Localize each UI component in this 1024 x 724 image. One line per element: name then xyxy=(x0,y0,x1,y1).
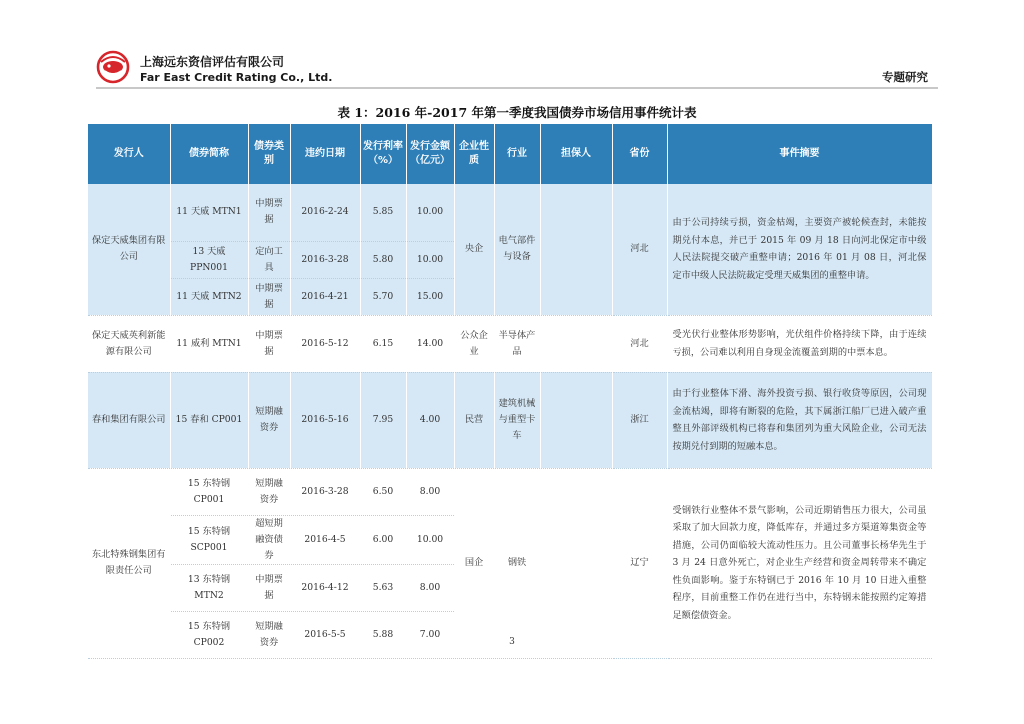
column-header: 债券简称 xyxy=(170,124,248,184)
column-header: 债券类别 xyxy=(248,124,290,184)
column-header: 担保人 xyxy=(540,124,612,184)
bond-type-cell: 中期票据 xyxy=(248,564,290,611)
enterprise-nature-cell: 央企 xyxy=(454,184,494,315)
issuer-cell: 保定天威英利新能源有限公司 xyxy=(88,315,170,372)
enterprise-nature-cell: 民营 xyxy=(454,372,494,468)
issue-amount-cell: 14.00 xyxy=(406,315,454,372)
bond-name-cell: 11 天威 MTN2 xyxy=(170,278,248,315)
event-summary-cell: 受光伏行业整体形势影响，光伏组件价格持续下降，由于连续亏损，公司难以利用自身现金流覆盖到期的中票本息。 xyxy=(667,315,932,372)
header-divider xyxy=(96,87,938,89)
company-name-cn: 上海远东资信评估有限公司 xyxy=(140,55,285,69)
column-header: 违约日期 xyxy=(290,124,360,184)
report-type-label: 专题研究 xyxy=(882,70,928,84)
bond-name-cell: 15 东特钢 SCP001 xyxy=(170,515,248,564)
bond-name-cell: 15 春和 CP001 xyxy=(170,372,248,468)
default-date-cell: 2016-5-16 xyxy=(290,372,360,468)
issuer-cell: 春和集团有限公司 xyxy=(88,372,170,468)
bond-type-cell: 短期融资券 xyxy=(248,372,290,468)
issue-amount-cell: 8.00 xyxy=(406,468,454,515)
issue-rate-cell: 6.50 xyxy=(360,468,406,515)
default-date-cell: 2016-2-24 xyxy=(290,184,360,241)
bond-type-cell: 短期融资券 xyxy=(248,468,290,515)
province-cell: 河北 xyxy=(612,315,667,372)
table-title: 表 1：2016 年-2017 年第一季度我国债券市场信用事件统计表 xyxy=(337,105,697,120)
bond-name-cell: 13 天威 PPN001 xyxy=(170,241,248,278)
column-header: 行业 xyxy=(494,124,540,184)
default-date-cell: 2016-3-28 xyxy=(290,241,360,278)
province-cell: 辽宁 xyxy=(612,468,667,658)
event-summary-cell: 由于公司持续亏损，资金枯竭，主要资产被轮候查封，未能按期兑付本息，并已于 2015 年 09 月 18 日向河北保定市中级人民法院提交破产重整申请；2016 年 01 月 08 日，河北保定市中级人民法院裁定受理天威集团的重整申请。 xyxy=(667,184,932,315)
bond-name-cell: 11 威利 MTN1 xyxy=(170,315,248,372)
table-row xyxy=(88,315,932,372)
issue-rate-cell: 5.85 xyxy=(360,184,406,241)
column-header: 事件摘要 xyxy=(667,124,932,184)
industry-cell: 钢铁 xyxy=(494,468,540,658)
issue-amount-cell: 8.00 xyxy=(406,564,454,611)
issue-rate-cell: 5.80 xyxy=(360,241,406,278)
issue-amount-cell: 10.00 xyxy=(406,241,454,278)
issuer-cell: 保定天威集团有限公司 xyxy=(88,184,170,315)
province-cell: 浙江 xyxy=(612,372,667,468)
issue-rate-cell: 7.95 xyxy=(360,372,406,468)
table-row xyxy=(88,468,932,515)
guarantor-cell xyxy=(540,468,612,658)
industry-cell: 半导体产品 xyxy=(494,315,540,372)
bond-type-cell: 定向工具 xyxy=(248,241,290,278)
issue-rate-cell: 5.63 xyxy=(360,564,406,611)
event-summary-cell: 由于行业整体下滑、海外投资亏损、银行收贷等原因，公司现金流枯竭，即将有断裂的危险，其下属浙江船厂已进入破产重整且外部评级机构已将春和集团列为重大风险企业，公司无法按期兑付到期的短融本息。 xyxy=(667,372,932,468)
company-logo-icon xyxy=(96,50,130,84)
issue-rate-cell: 5.88 xyxy=(360,611,406,658)
event-summary-cell: 受钢铁行业整体不景气影响，公司近期销售压力很大，公司虽采取了加大回款力度，降低库存，并通过多方渠道筹集资金等措施，公司仍面临较大流动性压力。且公司董事长杨华先生于 3 月 24 日意外死亡，对企业生产经营和资金周转带来不确定性负面影响。鉴于东特钢已于 2016 年 10 月 10 日进入重整程序，目前重整工作仍在进行当中，东特钢未能按照约定筹措足额偿债资金。 xyxy=(667,468,932,658)
company-name-en: Far East Credit Rating Co., Ltd. xyxy=(140,71,333,84)
bond-type-cell: 中期票据 xyxy=(248,315,290,372)
bond-name-cell: 11 天威 MTN1 xyxy=(170,184,248,241)
issue-rate-cell: 5.70 xyxy=(360,278,406,315)
guarantor-cell xyxy=(540,184,612,315)
bond-name-cell: 15 东特钢 CP002 xyxy=(170,611,248,658)
province-cell: 河北 xyxy=(612,184,667,315)
issuer-cell: 东北特殊钢集团有限责任公司 xyxy=(88,468,170,658)
column-header: 发行金额（亿元） xyxy=(406,124,454,184)
bond-name-cell: 15 东特钢 CP001 xyxy=(170,468,248,515)
issue-amount-cell: 10.00 xyxy=(406,515,454,564)
column-header: 企业性质 xyxy=(454,124,494,184)
table-row xyxy=(88,372,932,468)
issue-rate-cell: 6.15 xyxy=(360,315,406,372)
credit-events-table xyxy=(88,124,933,659)
bond-type-cell: 短期融资券 xyxy=(248,611,290,658)
default-date-cell: 2016-5-5 xyxy=(290,611,360,658)
enterprise-nature-cell: 公众企业 xyxy=(454,315,494,372)
issue-rate-cell: 6.00 xyxy=(360,515,406,564)
bond-type-cell: 中期票据 xyxy=(248,278,290,315)
column-header: 发行人 xyxy=(88,124,170,184)
bond-type-cell: 超短期融资债券 xyxy=(248,515,290,564)
table-header-row xyxy=(88,124,932,184)
default-date-cell: 2016-3-28 xyxy=(290,468,360,515)
bond-name-cell: 13 东特钢 MTN2 xyxy=(170,564,248,611)
issue-amount-cell: 7.00 xyxy=(406,611,454,658)
enterprise-nature-cell: 国企 xyxy=(454,468,494,658)
page-header xyxy=(96,44,938,90)
page-number: 3 xyxy=(509,637,515,647)
guarantor-cell xyxy=(540,315,612,372)
default-date-cell: 2016-4-12 xyxy=(290,564,360,611)
bond-type-cell: 中期票据 xyxy=(248,184,290,241)
industry-cell: 建筑机械与重型卡车 xyxy=(494,372,540,468)
issue-amount-cell: 10.00 xyxy=(406,184,454,241)
column-header: 发行利率（%） xyxy=(360,124,406,184)
default-date-cell: 2016-4-5 xyxy=(290,515,360,564)
issue-amount-cell: 4.00 xyxy=(406,372,454,468)
default-date-cell: 2016-5-12 xyxy=(290,315,360,372)
issue-amount-cell: 15.00 xyxy=(406,278,454,315)
guarantor-cell xyxy=(540,372,612,468)
default-date-cell: 2016-4-21 xyxy=(290,278,360,315)
column-header: 省份 xyxy=(612,124,667,184)
table-row xyxy=(88,184,932,241)
industry-cell: 电气部件与设备 xyxy=(494,184,540,315)
